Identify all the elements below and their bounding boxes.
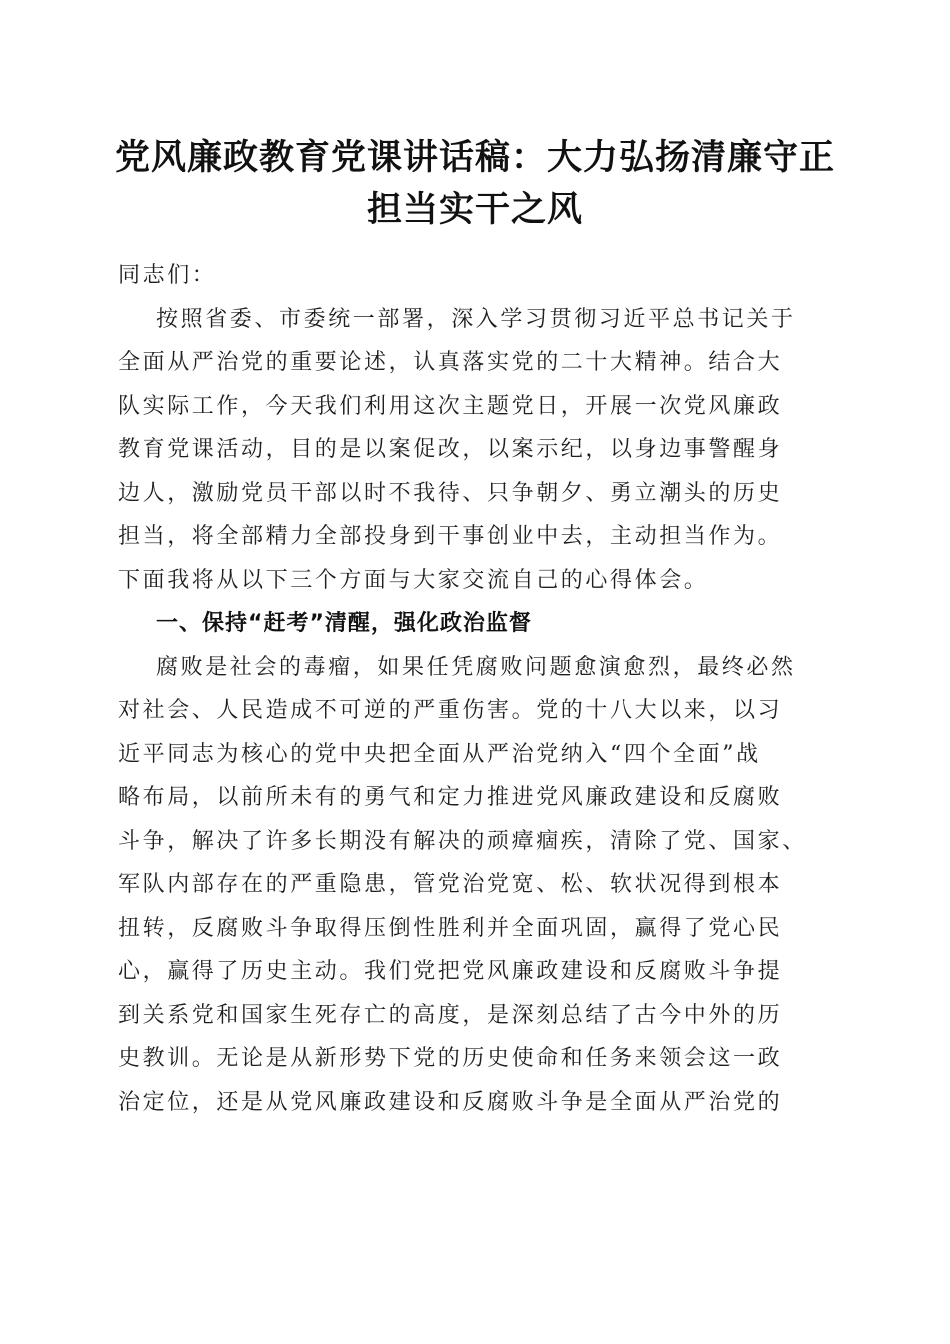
section-1-line: 史教训。无论是从新形势下党的历史使命和任务来领会这一政 <box>118 1046 783 1071</box>
document-body <box>118 254 840 1124</box>
intro-line: 队实际工作，今天我们利用这次主题党日，开展一次党风廉政 <box>118 393 783 419</box>
section-1-line: 到关系党和国家生死存亡的高度，是深刻总结了古今中外的历 <box>118 1002 783 1028</box>
title-line-2: 担当实干之风 <box>366 189 583 230</box>
intro-line: 担当，将全部精力全部投身到干事创业中去，主动担当作为。 <box>118 524 783 549</box>
section-1-line: 军队内部存在的严重隐患，管党治党宽、松、软状况得到根本 <box>118 872 783 897</box>
section-1-line: 扭转，反腐败斗争取得压倒性胜利并全面巩固，赢得了党心民 <box>118 915 783 941</box>
section-1-paragraph <box>118 646 840 1125</box>
intro-line: 边人，激励党员干部以时不我待、只争朝夕、勇立潮头的历史 <box>118 480 783 506</box>
title-line-1: 党风廉政教育党课讲话稿：大力弘扬清廉守正 <box>114 137 835 178</box>
intro-line: 按照省委、市委统一部署，深入学习贯彻习近平总书记关于 <box>156 306 796 332</box>
intro-line: 全面从严治党的重要论述，认真落实党的二十大精神。结合大 <box>118 350 783 375</box>
salutation: 同志们： <box>118 263 217 288</box>
section-1-line: 斗争，解决了许多长期没有解决的顽瘴痼疾，清除了党、国家、 <box>118 828 807 854</box>
section-1-line: 治定位，还是从党风廉政建设和反腐败斗争是全面从严治党的 <box>118 1089 783 1115</box>
intro-paragraph <box>118 298 840 603</box>
section-1-line: 心，赢得了历史主动。我们党把党风廉政建设和反腐败斗争提 <box>118 959 783 984</box>
section-1-line: 对社会、人民造成不可逆的严重伤害。党的十八大以来，以习 <box>118 698 783 723</box>
section-1-line: 近平同志为核心的党中央把全面从严治党纳入“四个全面”战 <box>118 741 761 767</box>
intro-line: 教育党课活动，目的是以案促改，以案示纪，以身边事警醒身 <box>118 437 783 462</box>
document-title <box>100 132 850 236</box>
section-heading: 一、保持“赶考”清醒，强化政治监督 <box>156 611 532 636</box>
section-1-line: 腐败是社会的毒瘤，如果任凭腐败问题愈演愈烈，最终必然 <box>156 654 796 680</box>
intro-line: 下面我将从以下三个方面与大家交流自己的心得体会。 <box>118 567 709 593</box>
section-1-line: 略布局，以前所未有的勇气和定力推进党风廉政建设和反腐败 <box>118 785 783 810</box>
